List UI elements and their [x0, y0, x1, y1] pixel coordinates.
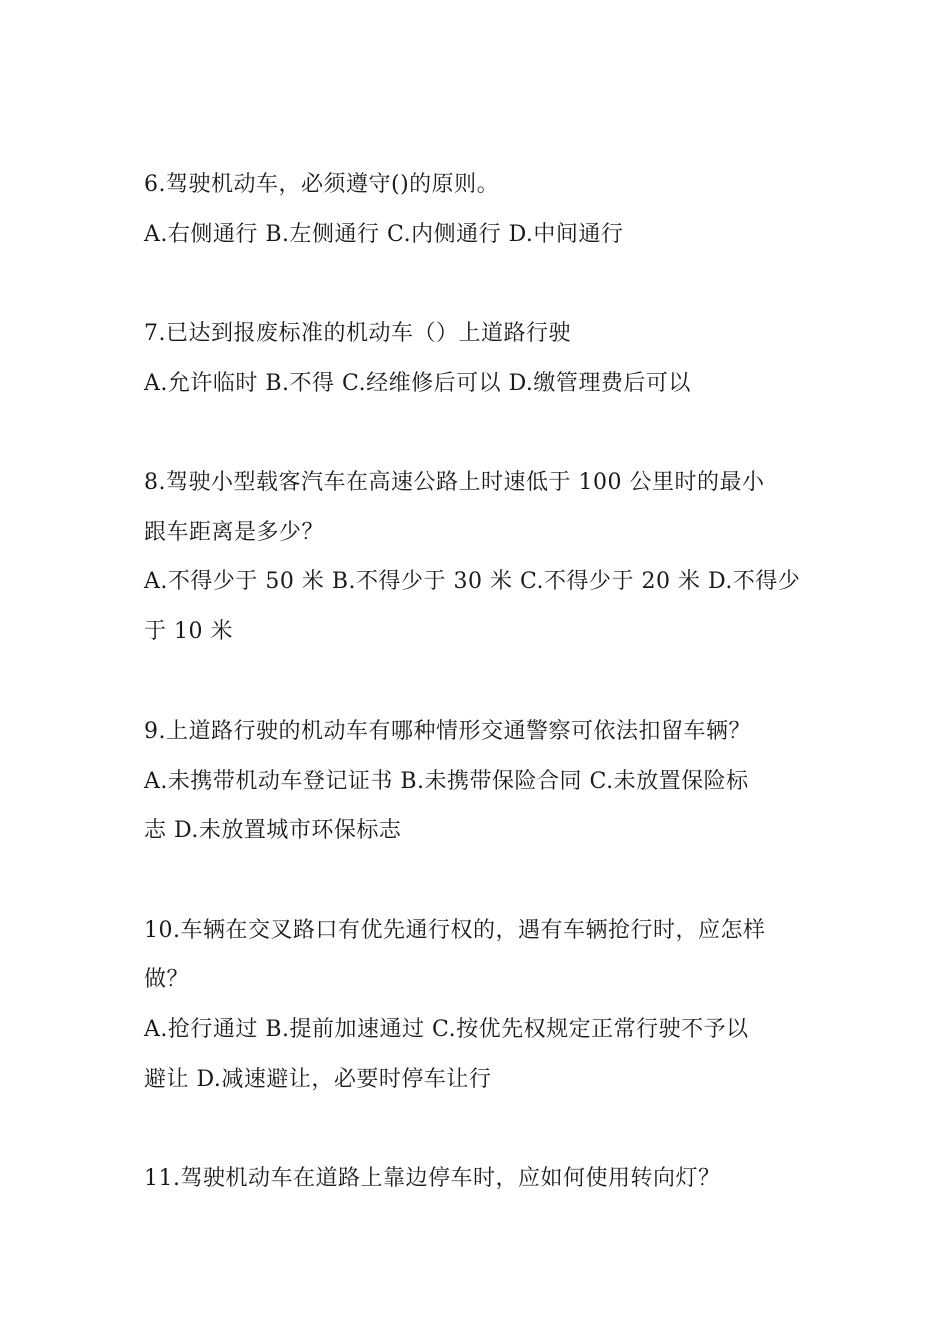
question-7-options: A.允许临时 B.不得 C.经维修后可以 D.缴管理费后可以: [144, 371, 691, 396]
question-8-options-line-1: A.不得少于 50 米 B.不得少于 30 米 C.不得少于 20 米 D.不得少: [144, 569, 801, 594]
question-10-text-line-1: 10.车辆在交叉路口有优先通行权的，遇有车辆抢行时，应怎样: [144, 918, 766, 943]
question-9-text: 9.上道路行驶的机动车有哪种情形交通警察可依法扣留车辆？: [144, 719, 751, 744]
question-10-options-line-1: A.抢行通过 B.提前加速通过 C.按优先权规定正常行驶不予以: [144, 1017, 749, 1042]
question-9-options-line-1: A.未携带机动车登记证书 B.未携带保险合同 C.未放置保险标: [144, 769, 749, 794]
question-10-text-line-2: 做？: [144, 967, 190, 992]
question-8-text-line-2: 跟车距离是多少？: [144, 520, 325, 545]
question-10-options-line-2: 避让 D.减速避让，必要时停车让行: [144, 1067, 492, 1092]
question-9-options-line-2: 志 D.未放置城市环保标志: [144, 818, 402, 843]
question-6-text: 6.驾驶机动车，必须遵守()的原则。: [144, 172, 500, 197]
question-6-options: A.右侧通行 B.左侧通行 C.内侧通行 D.中间通行: [144, 222, 624, 247]
question-7-text: 7.已达到报废标准的机动车（）上道路行驶: [144, 321, 571, 346]
question-11-text: 11.驾驶机动车在道路上靠边停车时，应如何使用转向灯？: [144, 1166, 721, 1191]
question-8-options-line-2: 于 10 米: [144, 619, 233, 644]
question-8-text-line-1: 8.驾驶小型载客汽车在高速公路上时速低于 100 公里时的最小: [144, 470, 765, 495]
